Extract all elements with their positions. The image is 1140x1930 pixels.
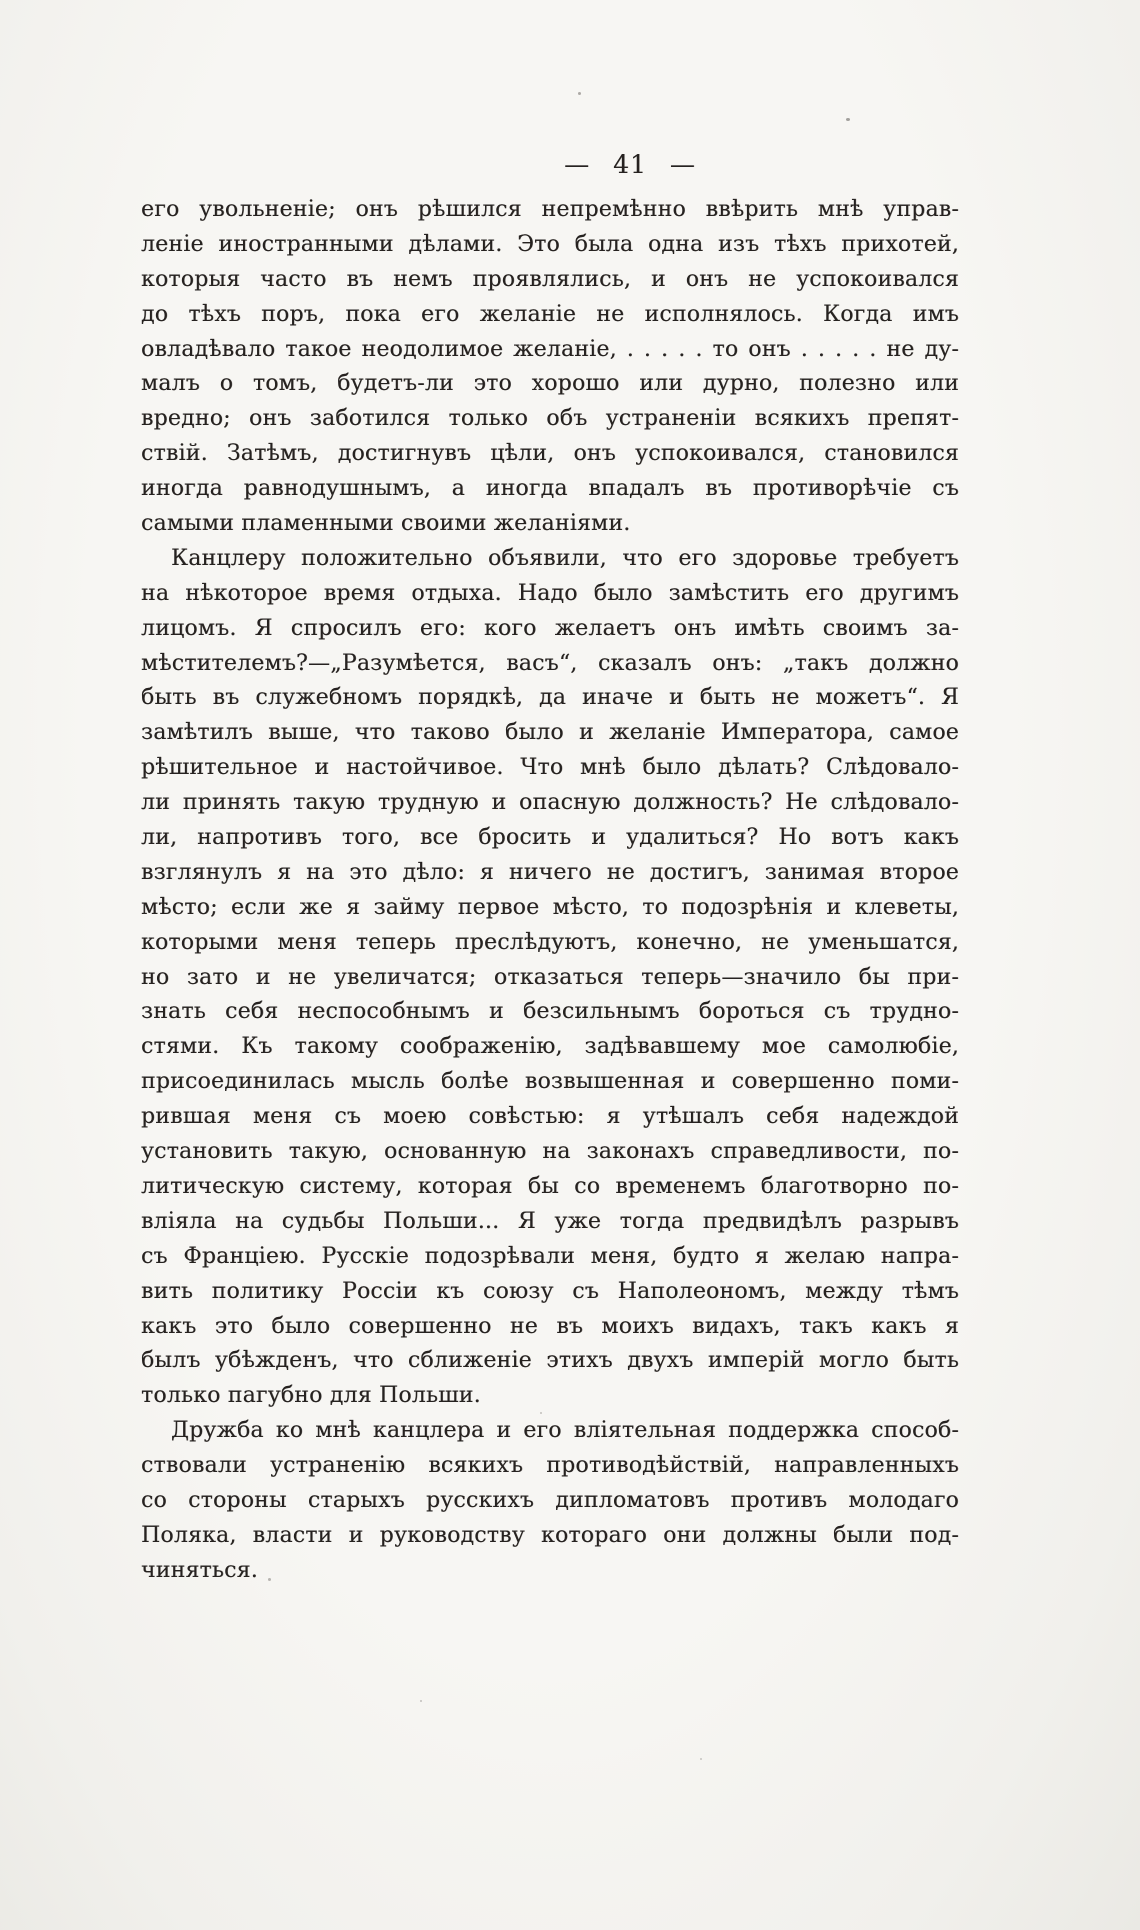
page-text	[141, 193, 959, 1589]
text-line: установить такую, основанную на законахъ справедливости, по-	[141, 1139, 959, 1165]
scan-speck	[420, 1700, 422, 1702]
text-line: Канцлеру положительно объявили, что его здоровье требуетъ	[171, 545, 959, 571]
text-line: рѣшительное и настойчивое. Что мнѣ было дѣлать? Слѣдовало-	[141, 755, 959, 781]
text-line: былъ убѣжденъ, что сближеніе этихъ двухъ имперій могло быть	[141, 1348, 959, 1374]
text-line: ствій. Затѣмъ, достигнувъ цѣли, онъ успокоивался, становился	[141, 441, 959, 467]
text-line: какъ это было совершенно не въ моихъ видахъ, такъ какъ я	[141, 1313, 959, 1339]
text-line: замѣтилъ выше, что таково было и желаніе Императора, самое	[141, 720, 959, 746]
text-line: которыя часто въ немъ проявлялись, и онъ не успокоивался	[141, 266, 959, 292]
text-line: Дружба ко мнѣ канцлера и его вліятельная поддержка способ-	[171, 1418, 959, 1444]
text-line: которыми меня теперь преслѣдуютъ, конечно, не уменьшатся,	[141, 929, 959, 955]
text-line: взглянулъ я на это дѣло: я ничего не достигъ, занимая второе	[141, 859, 959, 885]
text-line: вредно; онъ заботился только объ устраненіи всякихъ препят-	[141, 406, 959, 432]
text-line: Поляка, власти и руководству котораго они должны были под-	[141, 1522, 959, 1548]
text-line: леніе иностранными дѣлами. Это была одна изъ тѣхъ прихотей,	[141, 231, 959, 257]
text-line: только пагубно для Польши.	[141, 1383, 481, 1409]
text-line: ствовали устраненію всякихъ противодѣйствій, направленныхъ	[141, 1453, 959, 1479]
text-line: ли, напротивъ того, все бросить и удалиться? Но вотъ какъ	[141, 825, 959, 851]
text-line: до тѣхъ поръ, пока его желаніе не исполнялось. Когда имъ	[141, 301, 959, 327]
text-line: литическую систему, которая бы со временемъ благотворно по-	[141, 1173, 959, 1199]
text-line: вліяла на судьбы Польши... Я уже тогда предвидѣлъ разрывъ	[141, 1208, 959, 1234]
paragraph-3	[141, 1414, 959, 1588]
text-line: быть въ служебномъ порядкѣ, да иначе и быть не можетъ“. Я	[141, 685, 959, 711]
page-number: — 41 —	[564, 150, 696, 179]
scan-speck	[540, 1412, 542, 1414]
text-line: самыми пламенными своими желаніями.	[141, 511, 631, 537]
text-line: иногда равнодушнымъ, а иногда впадалъ въ противорѣчіе съ	[141, 476, 959, 502]
text-line: мѣстителемъ?—„Разумѣется, васъ“, сказалъ онъ: „такъ должно	[141, 650, 959, 676]
text-line: его увольненіе; онъ рѣшился непремѣнно ввѣрить мнѣ управ-	[141, 197, 959, 222]
text-line: вить политику Россіи къ союзу съ Наполеономъ, между тѣмъ	[141, 1278, 959, 1304]
text-line: знать себя неспособнымъ и безсильнымъ бороться съ трудно-	[141, 999, 959, 1025]
text-line: рившая меня съ моею совѣстью: я утѣшалъ себя надеждой	[141, 1104, 959, 1130]
text-line: присоединилась мысль болѣе возвышенная и совершенно поми-	[141, 1069, 959, 1095]
scan-speck	[700, 1758, 702, 1760]
text-line: на нѣкоторое время отдыха. Надо было замѣстить его другимъ	[141, 580, 959, 606]
text-line: съ Франціею. Русскіе подозрѣвали меня, будто я желаю напра-	[141, 1243, 959, 1269]
text-line: чиняться.	[141, 1557, 258, 1583]
paragraph-1	[141, 193, 959, 542]
text-line: со стороны старыхъ русскихъ дипломатовъ противъ молодаго	[141, 1487, 959, 1513]
text-line: овладѣвало такое неодолимое желаніе, . . . . . то онъ . . . . . не ду-	[141, 336, 959, 362]
text-line: стями. Къ такому соображенію, задѣвавшему мое самолюбіе,	[141, 1034, 959, 1060]
text-line: мѣсто; если же я займу первое мѣсто, то подозрѣнія и клеветы,	[141, 894, 959, 920]
text-line: но зато и не увеличатся; отказаться теперь—значило бы при-	[141, 964, 959, 990]
scan-speck	[846, 118, 850, 121]
text-line: малъ о томъ, будетъ-ли это хорошо или дурно, полезно или	[141, 371, 959, 397]
text-line: ли принять такую трудную и опасную должность? Не слѣдовало-	[141, 790, 959, 816]
paragraph-2	[141, 542, 959, 1414]
text-line: лицомъ. Я спросилъ его: кого желаетъ онъ имѣть своимъ за-	[141, 615, 959, 641]
scan-speck	[578, 92, 581, 95]
scan-speck	[268, 1578, 271, 1581]
